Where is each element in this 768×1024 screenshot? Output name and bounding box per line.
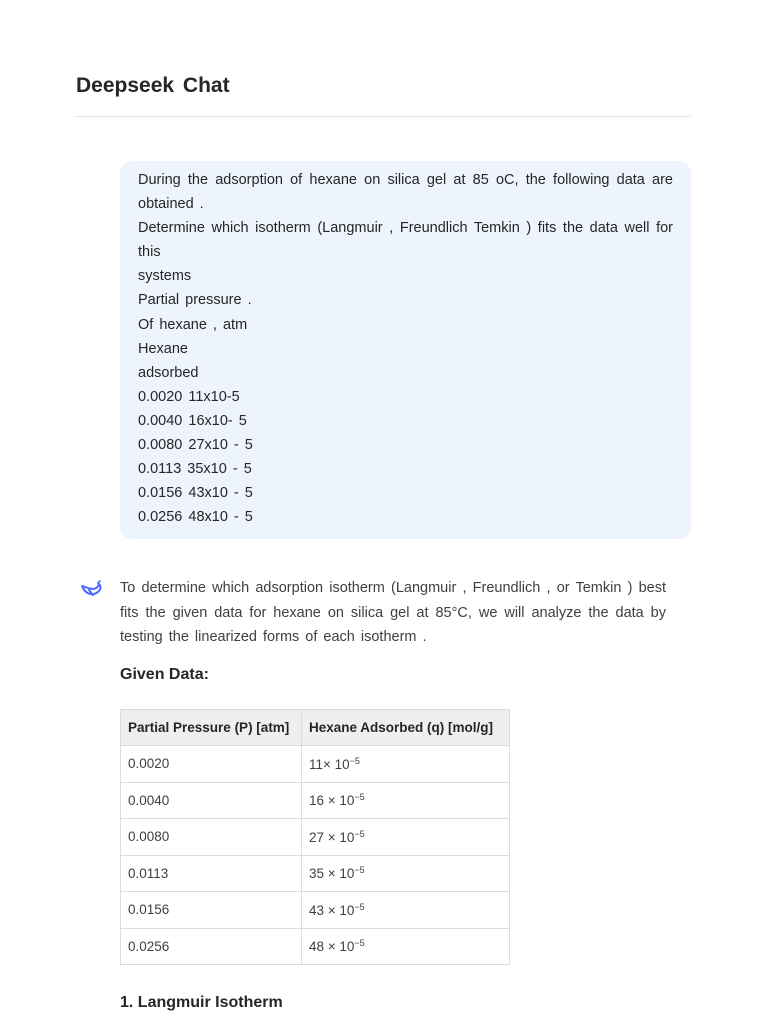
table-row (121, 746, 510, 783)
user-message-line: Determine which isotherm (Langmuir , Freundlich Temkin ) fits the data well for this (138, 220, 673, 261)
user-message-line: Hexane (138, 340, 188, 357)
exponent: −5 (354, 828, 365, 839)
table-cell-pressure: 0.0040 (121, 782, 302, 819)
table-cell-pressure: 0.0156 (121, 892, 302, 929)
table-header-row (121, 710, 510, 746)
table-header-adsorbed: Hexane Adsorbed (q) [mol/g] (302, 710, 510, 746)
user-message-line: Partial pressure . (138, 292, 252, 309)
adsorbed-value: 43 × 10 (309, 902, 355, 918)
table-cell-pressure: 0.0113 (121, 855, 302, 892)
user-message-line: 0.0156 43x10 - 5 (138, 485, 253, 502)
table-row (121, 782, 510, 819)
table-cell-adsorbed (302, 746, 510, 783)
adsorbed-value: 35 × 10 (309, 866, 355, 882)
exponent: −5 (354, 901, 365, 912)
table-cell-pressure: 0.0080 (121, 819, 302, 856)
user-message-line: 0.0080 27x10 - 5 (138, 437, 253, 454)
title-divider (76, 116, 691, 117)
langmuir-heading: 1. Langmuir Isotherm (120, 994, 283, 1011)
user-message-bubble (120, 161, 691, 539)
table-row (121, 892, 510, 929)
user-message-line: During the adsorption of hexane on silica gel at 85 oC, the following data are obtained . (138, 172, 673, 213)
assistant-answer (120, 576, 666, 650)
table-row (121, 855, 510, 892)
adsorbed-value: 11× 10 (309, 756, 350, 772)
adsorbed-value: 48 × 10 (309, 939, 355, 955)
table-cell-adsorbed (302, 819, 510, 856)
table-cell-adsorbed (302, 892, 510, 929)
exponent: −5 (349, 755, 360, 766)
exponent: −5 (354, 792, 365, 803)
table-cell-adsorbed (302, 855, 510, 892)
user-message-line: 0.0040 16x10- 5 (138, 412, 247, 429)
user-message-line: 0.0113 35x10 - 5 (138, 461, 252, 478)
adsorbed-value: 16 × 10 (309, 793, 355, 809)
table-cell-adsorbed (302, 782, 510, 819)
given-data-table (120, 709, 510, 965)
given-data-heading: Given Data: (120, 666, 209, 683)
user-message-line: systems (138, 268, 192, 285)
user-message-line: 0.0256 48x10 - 5 (138, 509, 253, 526)
user-message-line: Of hexane , atm (138, 316, 248, 333)
table-cell-pressure: 0.0020 (121, 746, 302, 783)
table-row (121, 819, 510, 856)
exponent: −5 (354, 938, 365, 949)
table-row (121, 928, 510, 965)
exponent: −5 (354, 865, 365, 876)
adsorbed-value: 27 × 10 (309, 829, 355, 845)
deepseek-whale-icon (80, 580, 102, 600)
table-cell-pressure: 0.0256 (121, 928, 302, 965)
user-message-line: 0.0020 11x10-5 (138, 388, 240, 405)
table-header-pressure: Partial Pressure (P) [atm] (121, 710, 302, 746)
table-cell-adsorbed (302, 928, 510, 965)
page-title: Deepseek Chat (76, 74, 230, 97)
answer-intro: To determine which adsorption isotherm (Langmuir , Freundlich , or Temkin ) best fits the given data for hexane on silica gel at 85°C, we will analyze the data by testing the linearized forms of each isotherm . (120, 580, 666, 645)
user-message-line: adsorbed (138, 364, 199, 381)
